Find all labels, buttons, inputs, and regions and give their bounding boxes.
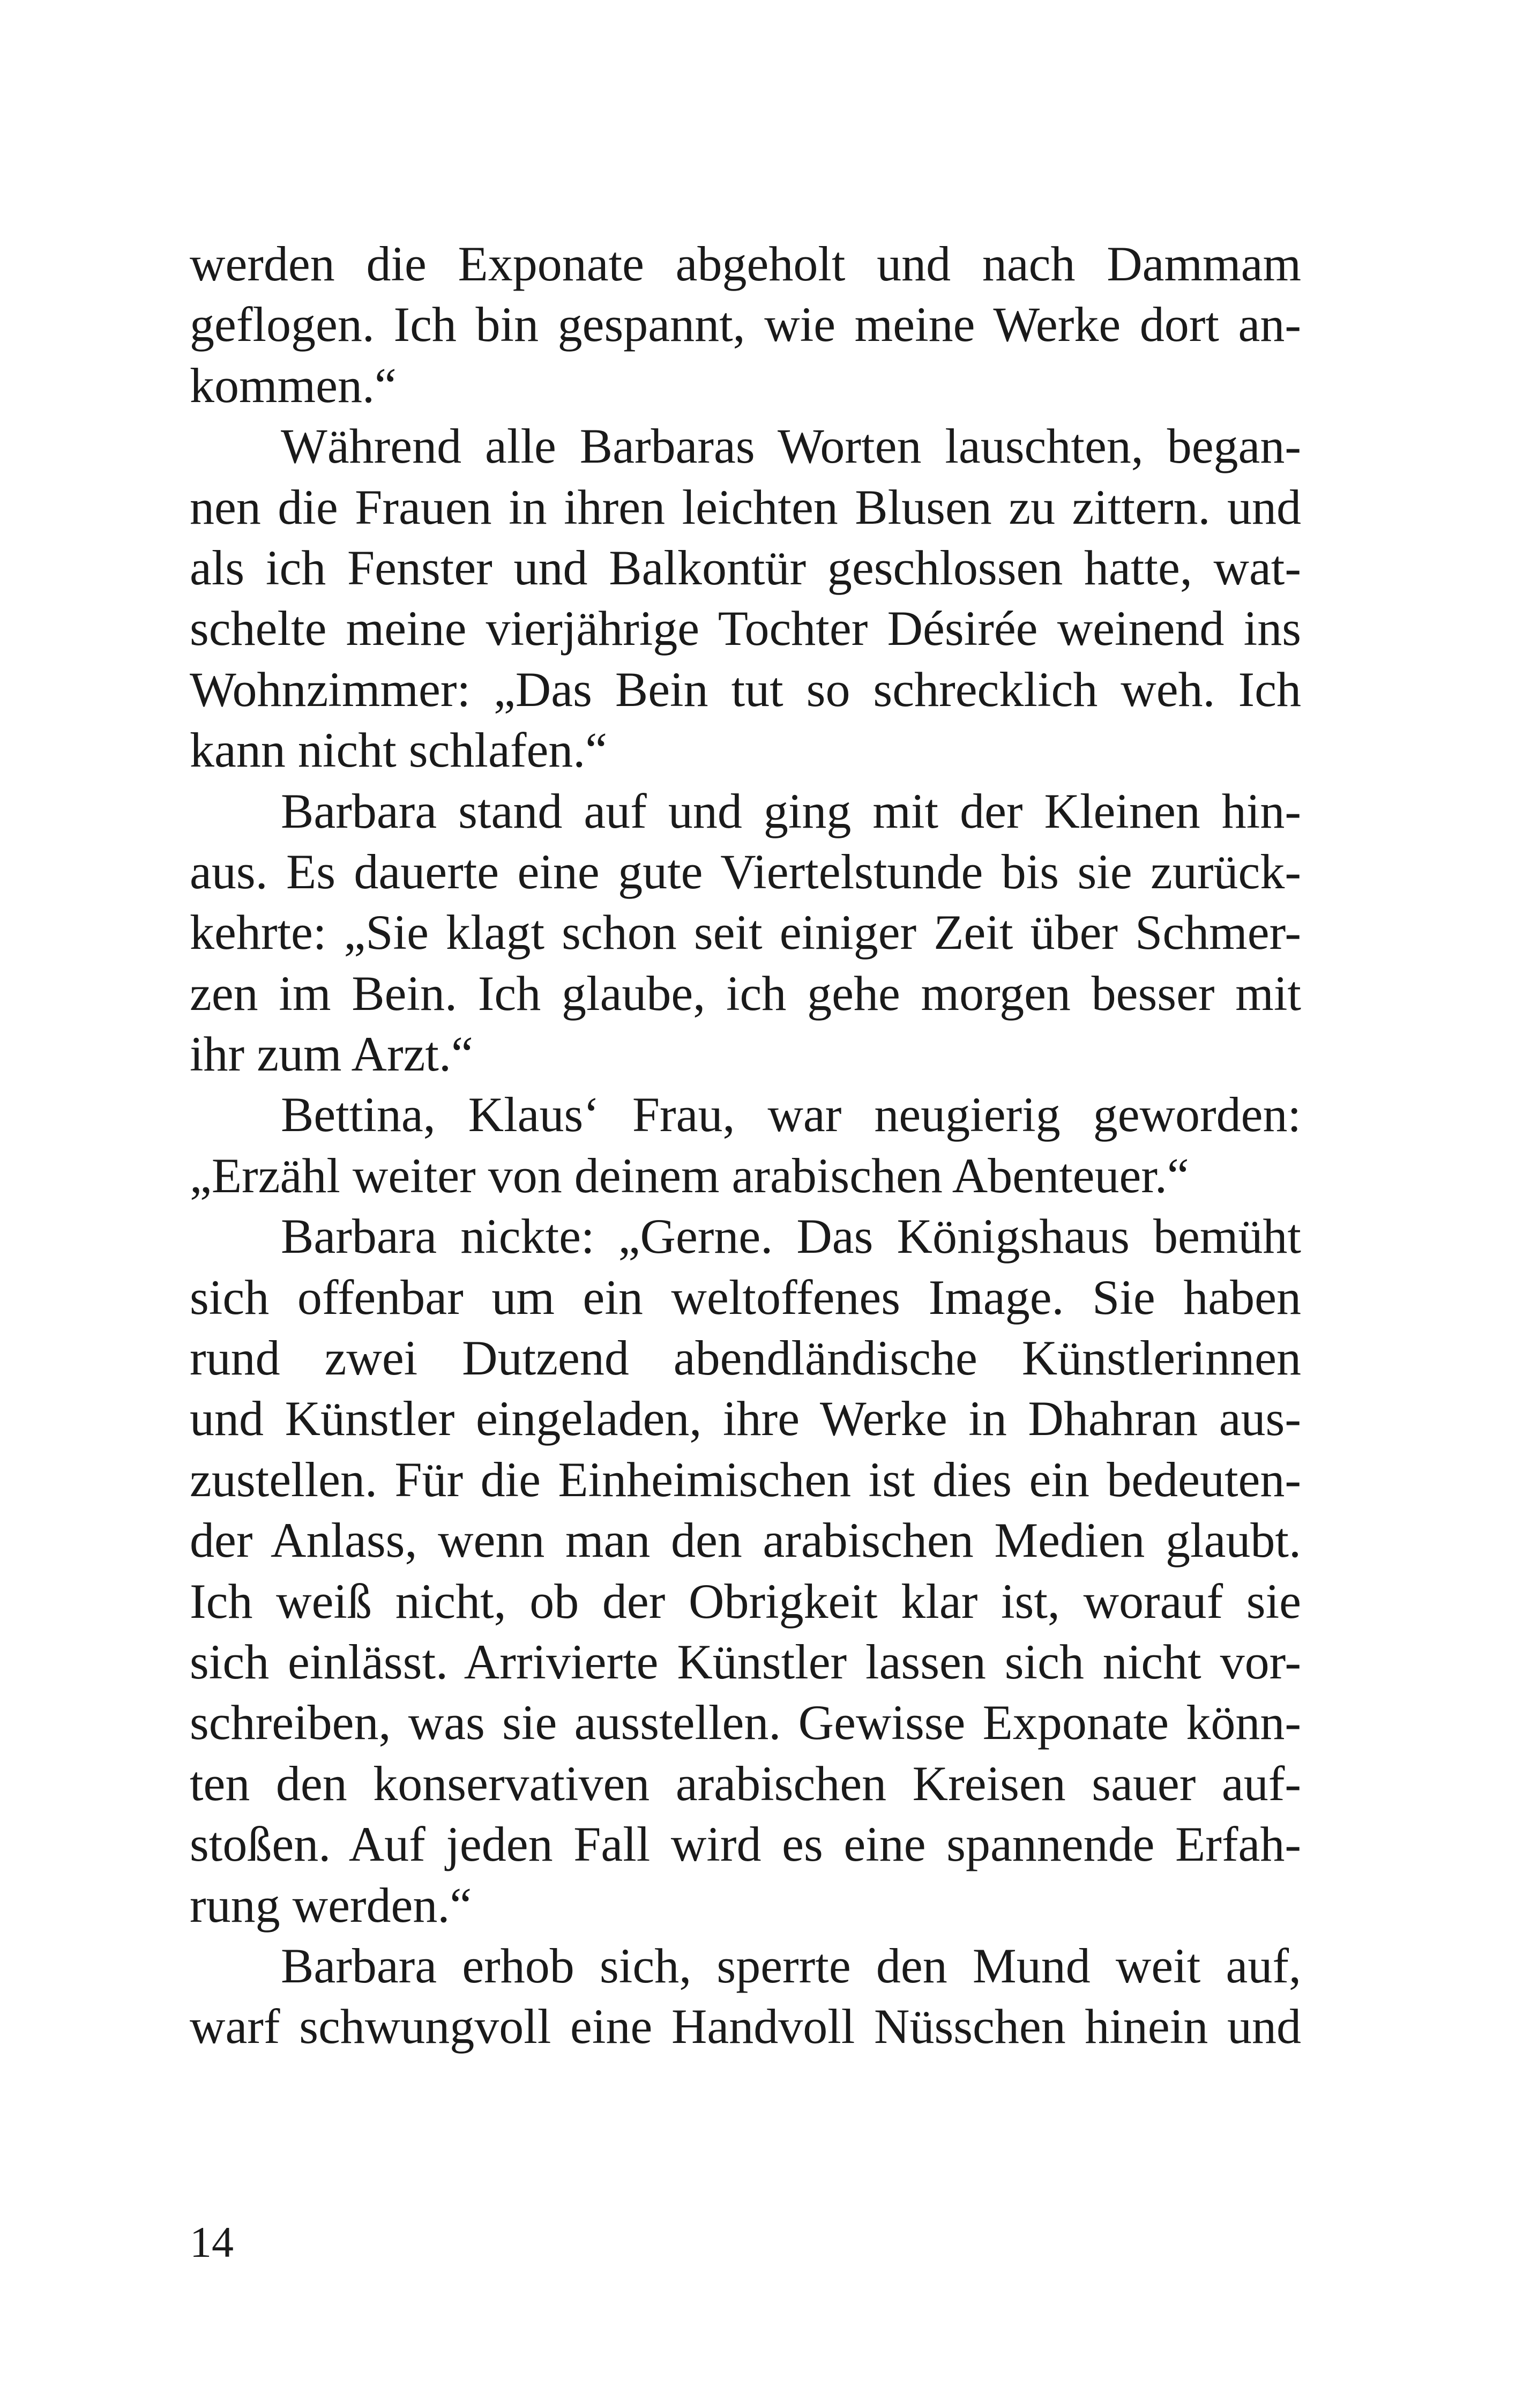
text-line: ten den konservativen arabischen Kreisen sauer auf-	[190, 1756, 1301, 1811]
text-line: kommen.“	[190, 358, 397, 413]
text-line: schelte meine vierjährige Tochter Désirée weinend ins	[190, 601, 1301, 656]
body-text	[190, 234, 1301, 2057]
paragraph-first-line: Bettina, Klaus‘ Frau, war neugierig geworden:	[281, 1087, 1301, 1142]
text-line: warf schwungvoll eine Handvoll Nüsschen hinein und	[190, 1999, 1301, 2054]
page-number: 14	[190, 2218, 234, 2266]
text-line: rund zwei Dutzend abendländische Künstlerinnen	[190, 1331, 1301, 1386]
text-line: und Künstler eingeladen, ihre Werke in Dhahran aus-	[190, 1391, 1301, 1446]
text-line: Ich weiß nicht, ob der Obrigkeit klar ist, worauf sie	[190, 1573, 1301, 1629]
text-line: als ich Fenster und Balkontür geschlossen hatte, wat-	[190, 540, 1301, 595]
text-line: zen im Bein. Ich glaube, ich gehe morgen besser mit	[190, 965, 1301, 1021]
text-line: „Erzähl weiter von deinem arabischen Abenteuer.“	[190, 1148, 1189, 1203]
text-line: kann nicht schlafen.“	[190, 723, 608, 778]
text-line: nen die Frauen in ihren leichten Blusen zu zittern. und	[190, 479, 1301, 534]
text-line: sich offenbar um ein weltoffenes Image. Sie haben	[190, 1269, 1301, 1325]
text-line: der Anlass, wenn man den arabischen Medien glaubt.	[190, 1513, 1301, 1568]
text-line: kehrte: „Sie klagt schon seit einiger Zeit über Schmer-	[190, 905, 1301, 960]
text-line: rung werden.“	[190, 1877, 472, 1933]
paragraph-first-line: Barbara erhob sich, sperrte den Mund weit auf,	[281, 1938, 1301, 1993]
text-line: zustellen. Für die Einheimischen ist dies ein bedeuten-	[190, 1452, 1301, 1507]
text-line: Wohnzimmer: „Das Bein tut so schrecklich weh. Ich	[190, 662, 1301, 717]
paragraph-first-line: Barbara stand auf und ging mit der Kleinen hin-	[281, 783, 1301, 838]
text-line: schreiben, was sie ausstellen. Gewisse Exponate könn-	[190, 1695, 1301, 1750]
text-line: aus. Es dauerte eine gute Viertelstunde bis sie zurück-	[190, 844, 1301, 899]
text-line: stoßen. Auf jeden Fall wird es eine spannende Erfah-	[190, 1817, 1301, 1872]
text-line: geflogen. Ich bin gespannt, wie meine Werke dort an-	[190, 297, 1301, 352]
text-line: sich einlässt. Arrivierte Künstler lassen sich nicht vor-	[190, 1634, 1301, 1689]
paragraph-first-line: Barbara nickte: „Gerne. Das Königshaus bemüht	[281, 1209, 1301, 1264]
text-line: ihr zum Arzt.“	[190, 1027, 473, 1082]
paragraph-first-line: Während alle Barbaras Worten lauschten, began-	[281, 419, 1301, 474]
text-line: werden die Exponate abgeholt und nach Dammam	[190, 236, 1301, 291]
